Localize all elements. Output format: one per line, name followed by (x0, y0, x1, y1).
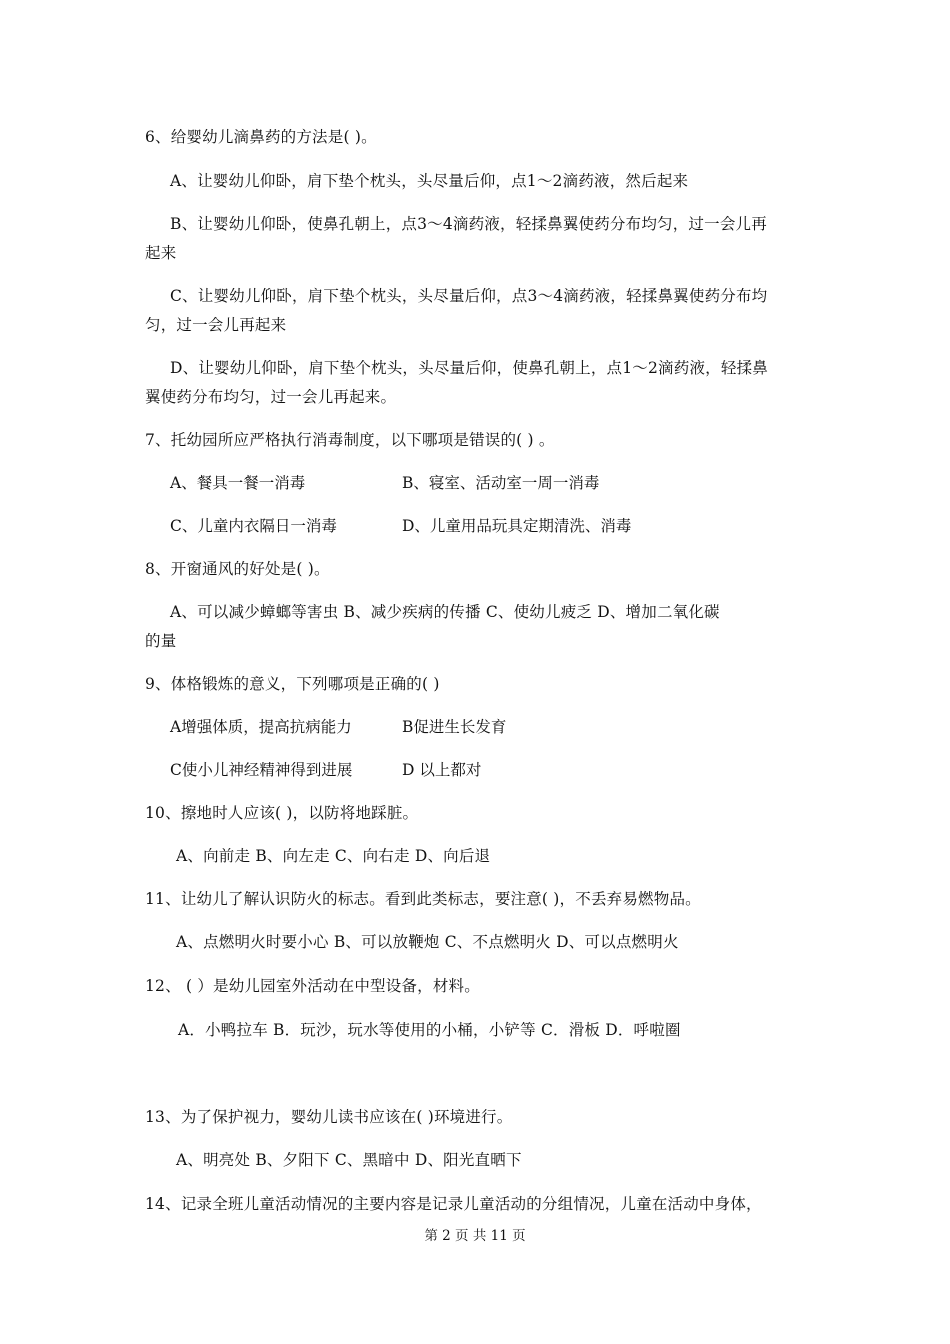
question-6-option-a: A、让婴幼儿仰卧，肩下垫个枕头，头尽量后仰，点1～2滴药液，然后起来 (170, 172, 689, 190)
question-8-stem: 8、开窗通风的好处是( )。 (145, 560, 330, 578)
question-7-option-c: C、儿童内衣隔日一消毒 (170, 517, 337, 535)
question-7-option-d: D、儿童用品玩具定期清洗、消毒 (402, 517, 632, 535)
question-10-stem: 10、擦地时人应该( )，以防将地踩脏。 (145, 804, 419, 822)
question-8-options-cont: 的量 (145, 632, 177, 650)
question-13-stem: 13、为了保护视力，婴幼儿读书应该在( )环境进行。 (145, 1108, 513, 1126)
question-9-option-d: D 以上都对 (402, 761, 482, 779)
question-6-option-b: B、让婴幼儿仰卧，使鼻孔朝上，点3～4滴药液，轻揉鼻翼使药分布均匀，过一会儿再 (170, 215, 767, 233)
question-12-stem: 12、 ( ）是幼儿园室外活动在中型设备，材料。 (145, 977, 480, 995)
question-6-option-d-cont: 翼使药分布均匀，过一会儿再起来。 (145, 388, 397, 406)
question-7-stem: 7、托幼园所应严格执行消毒制度，以下哪项是错误的( ) 。 (145, 431, 555, 449)
question-9-stem: 9、体格锻炼的意义，下列哪项是正确的( ) (145, 675, 440, 693)
question-9-option-b: B促进生长发育 (402, 718, 507, 736)
question-6-stem: 6、给婴幼儿滴鼻药的方法是( )。 (145, 128, 377, 146)
question-13-options: A、明亮处 B、夕阳下 C、黑暗中 D、阳光直晒下 (176, 1151, 522, 1169)
question-11-options: A、点燃明火时要小心 B、可以放鞭炮 C、不点燃明火 D、可以点燃明火 (176, 933, 679, 951)
question-6-option-b-cont: 起来 (145, 244, 177, 262)
question-14-stem: 14、记录全班儿童活动情况的主要内容是记录儿童活动的分组情况，儿童在活动中身体， (145, 1195, 762, 1213)
question-9-option-c: C使小儿神经精神得到进展 (170, 761, 353, 779)
question-7-option-a: A、餐具一餐一消毒 (170, 474, 306, 492)
question-6-option-c: C、让婴幼儿仰卧，肩下垫个枕头，头尽量后仰，点3～4滴药液，轻揉鼻翼使药分布均 (170, 287, 768, 305)
question-6-option-c-cont: 匀，过一会儿再起来 (145, 316, 287, 334)
question-6-option-d: D、让婴幼儿仰卧，肩下垫个枕头，头尽量后仰，使鼻孔朝上，点1～2滴药液，轻揉鼻 (170, 359, 768, 377)
question-7-option-b: B、寝室、活动室一周一消毒 (402, 474, 600, 492)
question-8-options: A、可以减少蟑螂等害虫 B、减少疾病的传播 C、使幼儿疲乏 D、增加二氧化碳 (170, 603, 720, 621)
question-12-options: A．小鸭拉车 B．玩沙，玩水等使用的小桶，小铲等 C．滑板 D．呼啦圈 (178, 1021, 681, 1039)
page-footer: 第 2 页 共 11 页 (424, 1228, 526, 1244)
question-10-options: A、向前走 B、向左走 C、向右走 D、向后退 (176, 847, 491, 865)
question-9-option-a: A增强体质，提高抗病能力 (170, 718, 352, 736)
question-11-stem: 11、让幼儿了解认识防火的标志。看到此类标志，要注意( )，不丢弃易燃物品。 (145, 890, 701, 908)
